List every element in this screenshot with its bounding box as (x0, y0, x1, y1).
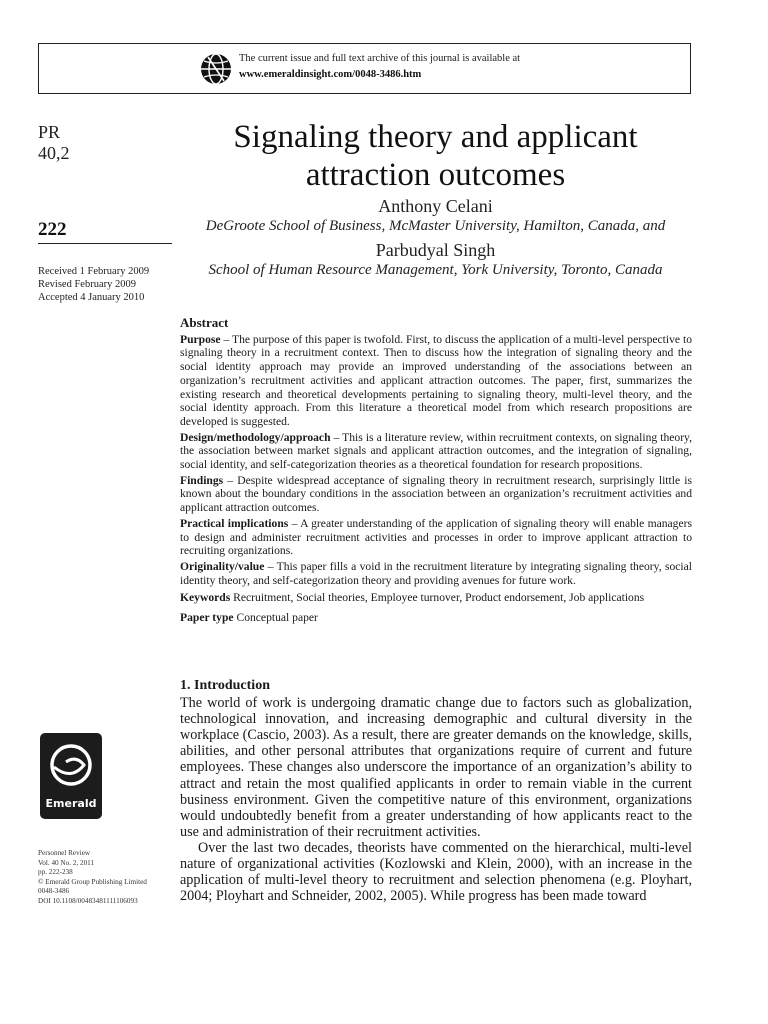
article-title: Signaling theory and applicant attraction outcomes (233, 119, 638, 193)
abstract-heading: Abstract (180, 315, 229, 330)
keywords-text: Recruitment, Social theories, Employee turnover, Product endorsement, Job applications (230, 591, 645, 605)
originality-label: Originality/value (180, 559, 265, 573)
pub-line: DOI 10.1108/00483481111106093 (38, 896, 138, 905)
findings-text: – Despite widespread acceptance of signaling theory in recruitment research, surprisingly little is known about the boundary conditions in the association between an organization’s recruitment activities and applicant attraction outcomes. (180, 473, 692, 515)
page-number: 222 (38, 219, 67, 240)
abstract-purpose (180, 333, 692, 429)
pub-line: © Emerald Group Publishing Limited (38, 877, 147, 886)
history-dates (38, 265, 149, 304)
revised-date: Revised February 2009 (38, 279, 136, 290)
received-date: Received 1 February 2009 (38, 266, 150, 277)
journal-access-banner (38, 43, 691, 94)
pub-line: Personnel Review (38, 849, 91, 857)
author-affiliation: School of Human Resource Management, York University, Toronto, Canada (208, 262, 663, 278)
logo-text: Emerald (45, 797, 97, 810)
practical-text: – A greater understanding of the application of signaling theory will enable managers to design and administer recruitment activities and processes in order to improve applicant attraction to recruiting organizations. (180, 516, 692, 558)
abstract-design (180, 431, 692, 472)
paper-type-text: Conceptual paper (233, 611, 318, 625)
author-name: Anthony Celani (378, 196, 493, 216)
body-paragraph: The world of work is undergoing dramatic change due to factors such as globalization, technological innovation, and increasing demographic and cultural diversity in the workplace (Cascio, 2003). As a result, there are greater demands on the knowledge, skills, abilities, and other personal attributes that organizations require of current and future employees. These changes also underscore the importance of an organization’s ability to attract and retain the most qualified applicants in order to remain viable in the current business environment. Given the competitive nature of this environment, organizations would undoubtedly benefit from a greater understanding of how applicants react to the use and administration of their recruitment activities. (180, 695, 692, 840)
abstract-findings (180, 474, 692, 515)
journal-code (38, 122, 70, 164)
author-affiliation: DeGroote School of Business, McMaster University, Hamilton, Canada, and (205, 218, 666, 234)
design-label: Design/methodology/approach (180, 430, 331, 444)
journal-volume: 40,2 (38, 143, 70, 163)
findings-label: Findings (180, 473, 224, 487)
emerald-e-icon (40, 735, 102, 797)
abstract (180, 316, 692, 627)
paper-type-label: Paper type (180, 611, 234, 625)
practical-label: Practical implications (180, 516, 289, 530)
publication-info (38, 849, 147, 906)
journal-abbrev: PR (38, 122, 61, 142)
design-text: – This is a literature review, within recruitment contexts, on signaling theory, the association between market signals and applicant attraction outcomes, and the integration of signaling, social identity, and self-categorization theories as a theoretical foundation for research propositions. (180, 430, 692, 472)
journal-url-link[interactable]: www.emeraldinsight.com/0048-3486.htm (239, 69, 422, 80)
keywords-label: Keywords (180, 591, 231, 605)
section-heading: 1. Introduction (180, 678, 270, 693)
abstract-practical (180, 517, 692, 558)
body-paragraph: Over the last two decades, theorists have commented on the hierarchical, multi-level nature of organizational activities (Kozlowski and Klein, 2000), with an increase in the application of multi-level theory to recruitment and selection phenomena (e.g. Ployhart, 2004; Ployhart and Schneider, 2002, 2005). While progress has been made toward (180, 839, 692, 905)
accepted-date: Accepted 4 January 2010 (38, 292, 145, 303)
pub-line: Vol. 40 No. 2, 2011 (38, 858, 95, 867)
pub-line: pp. 222-238 (38, 868, 73, 876)
banner-text: The current issue and full text archive of this journal is available at (239, 53, 521, 64)
originality-text: – This paper fills a void in the recruitment literature by integrating signaling theory, social identity theory, and self-categorization theory and providing avenues for future work. (180, 559, 692, 587)
globe-icon (200, 53, 232, 85)
introduction-section (180, 678, 692, 904)
pub-line: 0048-3486 (38, 887, 70, 895)
emerald-logo (40, 733, 102, 819)
abstract-originality (180, 560, 692, 587)
author-name: Parbudyal Singh (375, 240, 496, 260)
purpose-text: – The purpose of this paper is twofold. First, to discuss the application of a multi-level perspective to signaling theory in a recruitment context. Then to discuss how the integration of signaling theory and the social identity approach may provide an improved understanding of the associations between an organization’s recruitment activities and applicant attraction outcomes. The paper, first, summarizes the existing research and theoretical developments pertaining to signaling theory, multi-level theory, and the social identity approach. From this literature a theoretical model from which research propositions are developed is suggested. (180, 332, 692, 428)
divider (38, 243, 172, 244)
purpose-label: Purpose (180, 332, 221, 346)
abstract-keywords (180, 591, 692, 605)
abstract-paper-type (180, 611, 692, 625)
